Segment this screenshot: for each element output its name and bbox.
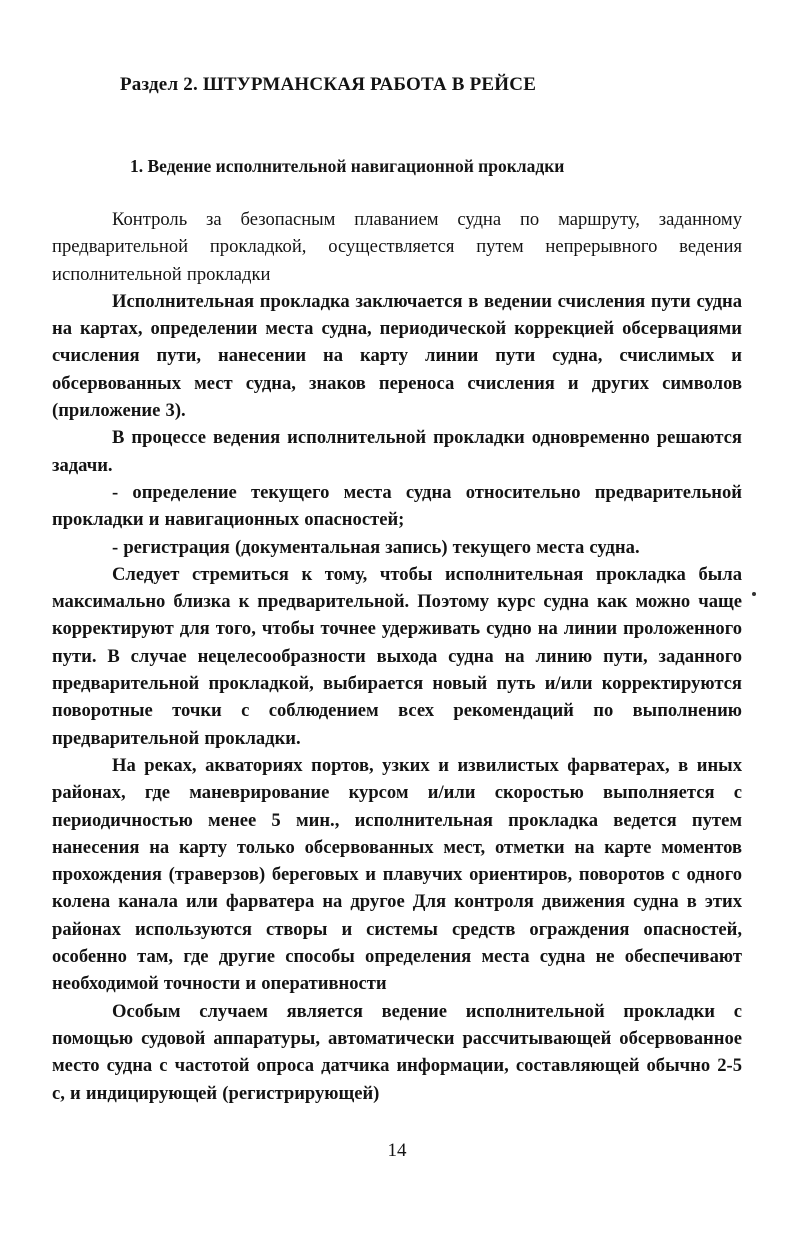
paragraph-rivers-ports: На реках, акваториях портов, узких и извилистых фарватерах, в иных районах, где маневрирование курсом и/или скоростью выполняется с периодичностью менее 5 мин., исполнительная прокладка ведется путем нанесения на карту только обсервованных мест, отметки на карте моментов прохождения (траверзов) береговых и плавучих ориентиров, поворотов с одного колена канала или фарватера на другое Для контроля движения судна в этих районах используются створы и системы средств ограждения опасностей, особенно там, где другие способы определения места судна не обеспечивают необходимой точности и оперативности <box>52 754 742 995</box>
paragraph-intro: Контроль за безопасным плаванием судна по маршруту, заданному предварительной прокладкой, осуществляется путем непрерывного ведения исполнительной прокладки <box>52 209 742 285</box>
list-item-current-position: - определение текущего места судна относительно предварительной прокладки и навигационных опасностей; <box>52 481 742 531</box>
paragraph-tasks-intro: В процессе ведения исполнительной прокладки одновременно решаются задачи. <box>52 427 742 476</box>
body-text <box>52 206 742 1107</box>
list-item-registration: - регистрация (документальная запись) текущего места судна. <box>112 536 640 558</box>
paragraph-automatic-equipment: Особым случаем является ведение исполнительной прокладки с помощью судовой аппаратуры, автоматически рассчитывающей обсервованное место судна с частотой опроса датчика информации, составляющей обычно 2-5 с, и индицирующей (регистрирующей) <box>52 1000 742 1104</box>
page-number: 14 <box>387 1140 407 1161</box>
paragraph-definition: Исполнительная прокладка заключается в ведении счисления пути судна на картах, определении места судна, периодической коррекцией обсервациями счисления пути, нанесении на карту линии пути судна, счислимых и обсервованных мест судна, знаков переноса счисления и других символов (приложение 3). <box>52 290 742 422</box>
section-title: Раздел 2. ШТУРМАНСКАЯ РАБОТА В РЕЙСЕ <box>120 74 537 95</box>
subsection-title: 1. Ведение исполнительной навигационной прокладки <box>130 156 565 176</box>
stray-mark <box>752 592 756 596</box>
paragraph-course-correction: Следует стремиться к тому, чтобы исполнительная прокладка была максимально близка к предварительной. Поэтому курс судна как можно чаще корректируют для того, чтобы точнее удерживать судно на линии проложенного пути. В случае нецелесообразности выхода судна на линию пути, заданного предварительной прокладкой, выбирается новый путь и/или корректируются поворотные точки с соблюдением всех рекомендаций по выполнению предварительной прокладки. <box>52 563 742 749</box>
document-page <box>52 0 742 1239</box>
